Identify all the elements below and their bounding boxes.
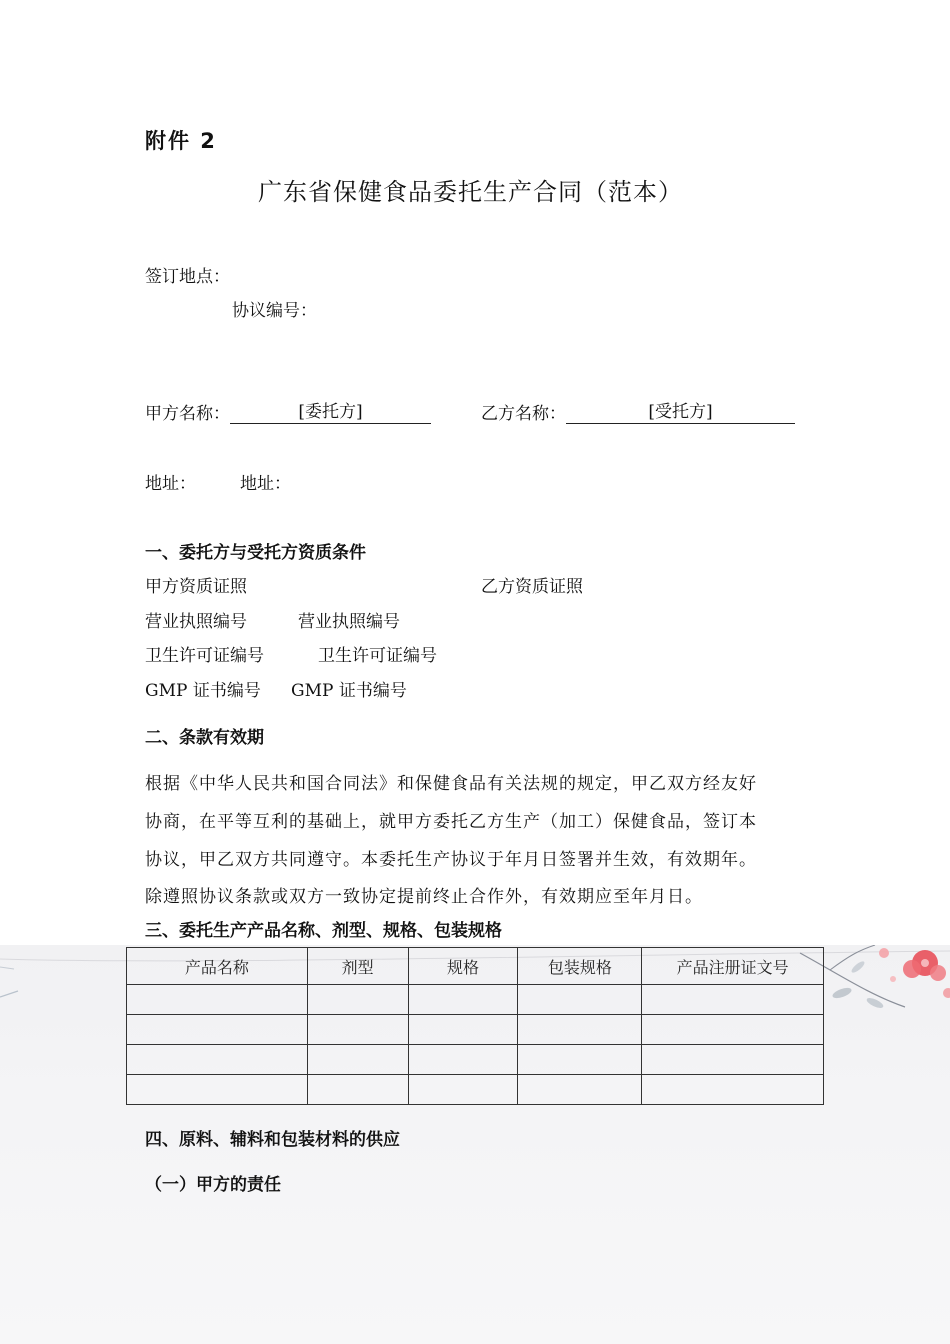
agreement-number-label: 协议编号： — [232, 301, 317, 321]
column-header: 产品名称 — [127, 948, 308, 985]
section-3-heading: 三、委托生产产品名称、剂型、规格、包装规格 — [145, 921, 502, 941]
table-cell[interactable] — [307, 985, 408, 1015]
column-header: 产品注册证文号 — [642, 948, 824, 985]
section-2-line-1: 根据《中华人民共和国合同法》和保健食品有关法规的规定，甲乙双方经友好 — [145, 774, 757, 794]
party-a-cert-label: 甲方资质证照 — [145, 577, 247, 597]
party-a-field[interactable]: [委托方] — [230, 402, 431, 424]
section-4-heading: 四、原料、辅料和包装材料的供应 — [145, 1130, 400, 1150]
business-license-a-label: 营业执照编号 — [145, 612, 247, 632]
table-row — [127, 985, 824, 1015]
table-cell[interactable] — [518, 1045, 642, 1075]
party-b-label: 乙方名称： — [481, 404, 566, 424]
sign-place-label: 签订地点： — [145, 267, 230, 287]
table-row — [127, 1015, 824, 1045]
health-permit-b-label: 卫生许可证编号 — [318, 646, 437, 666]
table-cell[interactable] — [408, 1045, 518, 1075]
table-cell[interactable] — [408, 1075, 518, 1105]
table-row — [127, 1045, 824, 1075]
table-cell[interactable] — [642, 1015, 824, 1045]
table-cell[interactable] — [127, 1075, 308, 1105]
party-a-name-row — [145, 399, 431, 424]
table-cell[interactable] — [408, 1015, 518, 1045]
section-1-heading: 一、委托方与受托方资质条件 — [145, 543, 366, 563]
annex-label: 附件 2 — [145, 129, 217, 153]
column-header: 包装规格 — [518, 948, 642, 985]
product-table — [126, 947, 824, 1105]
party-a-address-label: 地址： — [145, 474, 196, 494]
party-b-name-row — [481, 399, 795, 424]
section-2-heading: 二、条款有效期 — [145, 728, 264, 748]
table-cell[interactable] — [127, 1015, 308, 1045]
party-b-cert-label: 乙方资质证照 — [481, 577, 583, 597]
table-cell[interactable] — [518, 985, 642, 1015]
table-cell[interactable] — [408, 985, 518, 1015]
table-cell[interactable] — [307, 1075, 408, 1105]
table-cell[interactable] — [307, 1045, 408, 1075]
table-row — [127, 1075, 824, 1105]
table-cell[interactable] — [642, 1075, 824, 1105]
section-2-line-4: 除遵照协议条款或双方一致协定提前终止合作外，有效期应至年月日。 — [145, 887, 703, 907]
party-b-address-label: 地址： — [240, 474, 291, 494]
column-header: 规格 — [408, 948, 518, 985]
flower-icon — [879, 948, 950, 998]
gmp-cert-b-label: GMP 证书编号 — [291, 681, 407, 701]
table-cell[interactable] — [518, 1075, 642, 1105]
business-license-b-label: 营业执照编号 — [298, 612, 400, 632]
table-header-row — [127, 948, 824, 985]
table-cell[interactable] — [642, 1045, 824, 1075]
table-cell[interactable] — [518, 1015, 642, 1045]
section-2-line-2: 协商，在平等互利的基础上，就甲方委托乙方生产（加工）保健食品，签订本 — [145, 812, 757, 832]
section-2-line-3: 协议，甲乙双方共同遵守。本委托生产协议于年月日签署并生效，有效期年。 — [145, 850, 757, 870]
party-b-field[interactable]: [受托方] — [566, 402, 795, 424]
section-4-sub-1-heading: （一）甲方的责任 — [145, 1175, 281, 1195]
document-title: 广东省保健食品委托生产合同（范本） — [258, 178, 683, 206]
column-header: 剂型 — [307, 948, 408, 985]
table-cell[interactable] — [642, 985, 824, 1015]
health-permit-a-label: 卫生许可证编号 — [145, 646, 264, 666]
gmp-cert-a-label: GMP 证书编号 — [145, 681, 261, 701]
party-a-label: 甲方名称： — [145, 404, 230, 424]
table-cell[interactable] — [307, 1015, 408, 1045]
table-cell[interactable] — [127, 985, 308, 1015]
table-cell[interactable] — [127, 1045, 308, 1075]
